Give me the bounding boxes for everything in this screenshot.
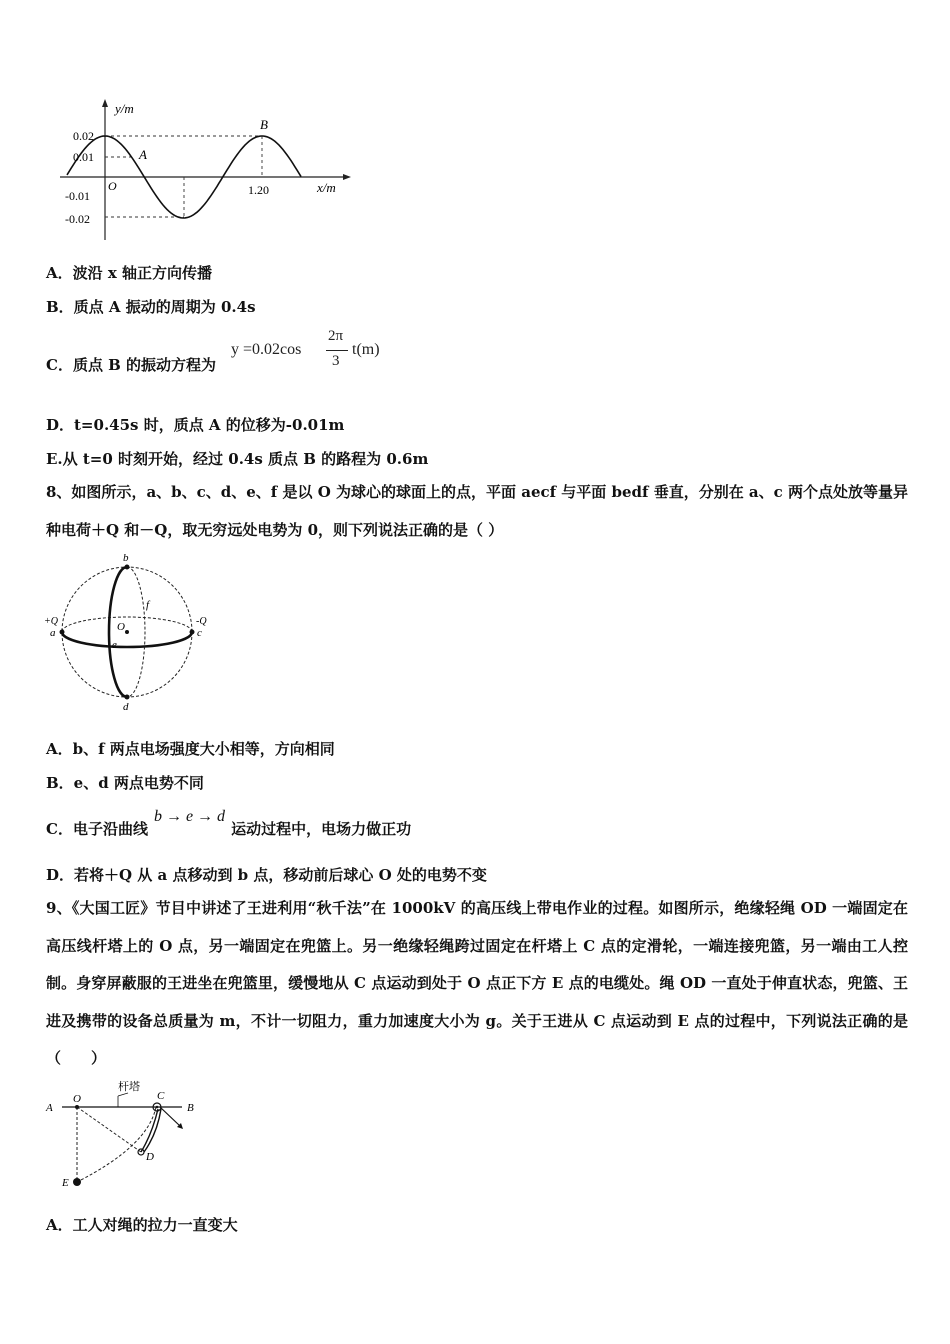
point-c-label: c xyxy=(197,627,202,639)
origin-label: O xyxy=(108,179,117,193)
formula-fraction-bar xyxy=(326,350,348,351)
q7-option-c-text: C．质点 B 的振动方程为 xyxy=(46,356,217,374)
tower-label: 杆塔 xyxy=(118,1081,140,1093)
sphere-figure xyxy=(40,548,220,716)
wave-figure xyxy=(55,95,355,245)
q8-stem: 8、如图所示，a、b、c、d、e、f 是以 O 为球心的球面上的点，平面 aecf 与平面 bedf 垂直，分别在 a、c 两个点处放等量异种电荷＋Q 和－Q，取无穷远处电势为 0，则下列说法正确的是（ ） xyxy=(46,483,909,539)
q8-option-c-formula: b → e → d xyxy=(153,808,226,825)
point-e-label: e xyxy=(112,639,117,651)
point-d-label: d xyxy=(123,701,129,713)
q9-stem: 9、《大国工匠》节目中讲述了王进利用“秋千法”在 1000kV 的高压线上带电作业的过程。如图所示，绝缘轻绳 OD 一端固定在高压线杆塔上的 O 点，另一端固定在兜篮上。另一绝缘轻绳跨过固定在杆塔上 C 点的定滑轮，一端连接兜篮，另一端由工人控制。身穿屏蔽服的王进坐在兜篮里，缓慢地从 C 点运动到处于 O 点正下方 E 点的电缆处。绳 OD 一直处于伸直状态，兜篮、王进及携带的设备总质量为 m，不计一切阻力，重力加速度大小为 g。关于王进从 C 点运动到 E 点的过程中，下列说法正确的是（ ） xyxy=(46,899,908,1067)
formula-denominator: 3 xyxy=(332,353,340,369)
point-d-label: D xyxy=(146,1151,154,1163)
point-b-label: b xyxy=(123,552,129,564)
point-b-label: B xyxy=(187,1102,194,1114)
y-axis-label: y/m xyxy=(115,101,134,116)
point-o-label: O xyxy=(73,1093,81,1105)
q7-option-e: E.从 t=0 时刻开始，经过 0.4s 质点 B 的路程为 0.6m xyxy=(46,450,429,468)
q8-option-a: A．b、f 两点电场强度大小相等，方向相同 xyxy=(46,740,335,758)
y-tick-label: 0.01 xyxy=(73,150,94,164)
tower-figure xyxy=(40,1076,215,1194)
q7-option-c xyxy=(46,354,216,375)
point-f-label: f xyxy=(146,599,150,611)
point-a-label: a xyxy=(50,627,56,639)
q7-option-c-formula xyxy=(231,328,391,378)
formula-numerator: 2π xyxy=(328,328,344,344)
q7-option-d: D．t=0.45s 时，质点 A 的位移为-0.01m xyxy=(46,416,345,434)
y-tick-label: -0.01 xyxy=(65,189,90,203)
y-tick-label: 0.02 xyxy=(73,129,94,143)
q8-option-d: D．若将＋Q 从 a 点移动到 b 点，移动前后球心 O 处的电势不变 xyxy=(46,866,487,884)
q8-option-c-suffix: 运动过程中，电场力做正功 xyxy=(231,820,412,838)
point-a-label: A xyxy=(139,147,147,162)
q8-option-b: B．e、d 两点电势不同 xyxy=(46,774,204,792)
point-c-label: C xyxy=(157,1090,165,1102)
q9-option-a: A．工人对绳的拉力一直变大 xyxy=(46,1216,238,1234)
x-axis-label: x/m xyxy=(317,180,336,195)
q8-option-c xyxy=(46,808,412,839)
point-e-label: E xyxy=(62,1177,69,1189)
y-tick-label: -0.02 xyxy=(65,212,90,226)
q7-option-a: A．波沿 x 轴正方向传播 xyxy=(46,264,213,282)
formula-right: t(m) xyxy=(352,341,380,358)
formula-left: y =0.02cos xyxy=(231,341,302,358)
point-a-label: A xyxy=(46,1102,53,1114)
plus-q-label: +Q xyxy=(44,616,58,627)
center-o-label: O xyxy=(117,621,125,633)
q7-option-b: B．质点 A 振动的周期为 0.4s xyxy=(46,298,256,316)
q8-option-c-prefix: C．电子沿曲线 xyxy=(46,820,148,838)
minus-q-label: -Q xyxy=(196,616,207,627)
point-b-label: B xyxy=(260,117,268,132)
x-tick-label: 1.20 xyxy=(248,183,269,197)
